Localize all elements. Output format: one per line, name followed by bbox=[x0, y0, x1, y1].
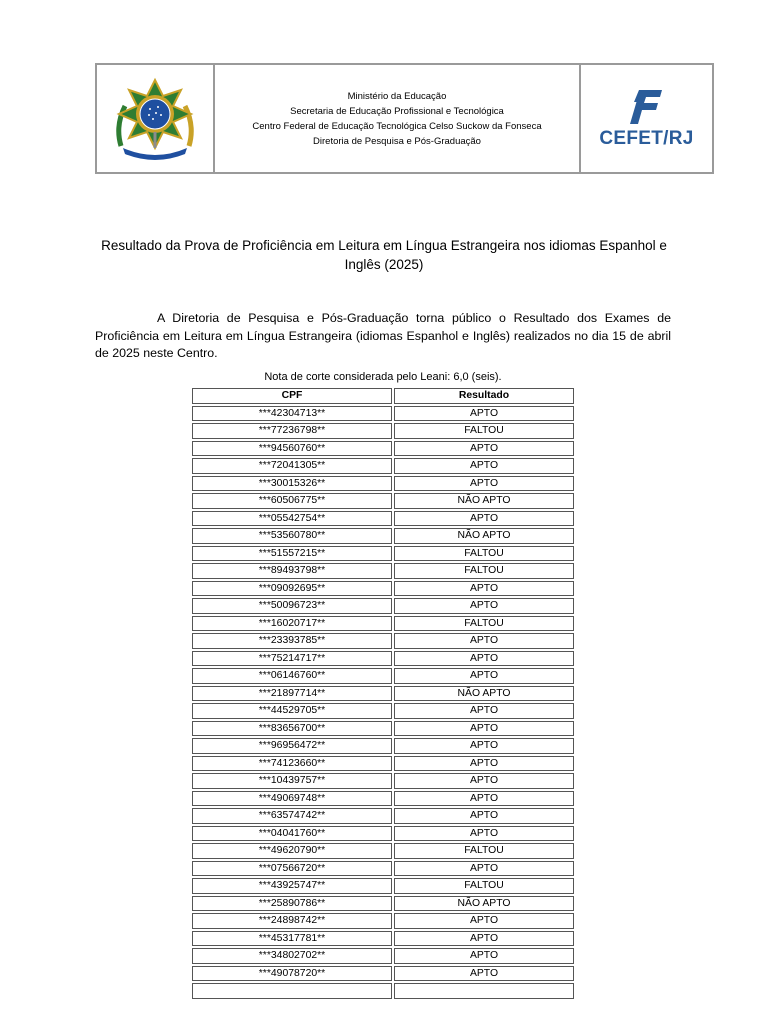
column-header-cpf: CPF bbox=[192, 388, 392, 404]
cpf-cell: ***74123660** bbox=[192, 756, 392, 772]
table-row bbox=[192, 511, 574, 527]
table-row bbox=[192, 616, 574, 632]
result-cell: NÃO APTO bbox=[394, 896, 574, 912]
cpf-cell: ***72041305** bbox=[192, 458, 392, 474]
result-cell: APTO bbox=[394, 913, 574, 929]
result-cell: APTO bbox=[394, 966, 574, 982]
table-row bbox=[192, 668, 574, 684]
table-row bbox=[192, 458, 574, 474]
result-cell: APTO bbox=[394, 598, 574, 614]
table-row bbox=[192, 738, 574, 754]
brazil-coat-of-arms bbox=[97, 65, 215, 172]
cpf-cell: ***25890786** bbox=[192, 896, 392, 912]
result-cell: APTO bbox=[394, 703, 574, 719]
cpf-cell: ***49078720** bbox=[192, 966, 392, 982]
cutoff-note: Nota de corte considerada pelo Leani: 6,0 (seis). bbox=[264, 371, 502, 383]
table-row bbox=[192, 861, 574, 877]
coat-of-arms-icon bbox=[109, 76, 201, 162]
cpf-cell: ***94560760** bbox=[192, 441, 392, 457]
table-row bbox=[192, 651, 574, 667]
table-row bbox=[192, 843, 574, 859]
table-row bbox=[192, 808, 574, 824]
header-line-directorate: Diretoria de Pesquisa e Pós-Graduação bbox=[313, 135, 481, 147]
cpf-cell: ***21897714** bbox=[192, 686, 392, 702]
result-cell: FALTOU bbox=[394, 546, 574, 562]
table-row bbox=[192, 528, 574, 544]
table-row bbox=[192, 406, 574, 422]
intro-paragraph: A Diretoria de Pesquisa e Pós-Graduação torna público o Resultado dos Exames de Proficiência em Leitura em Língua Estrangeira (idiomas Espanhol e Inglês) realizados no dia 15 de abril de 2025 neste Centro. bbox=[95, 311, 671, 360]
result-cell: APTO bbox=[394, 931, 574, 947]
table-row bbox=[192, 493, 574, 509]
table-row bbox=[192, 423, 574, 439]
result-cell: APTO bbox=[394, 651, 574, 667]
cpf-cell: ***43925747** bbox=[192, 878, 392, 894]
result-cell: APTO bbox=[394, 668, 574, 684]
table-row bbox=[192, 931, 574, 947]
table-row bbox=[192, 756, 574, 772]
cpf-cell: ***53560780** bbox=[192, 528, 392, 544]
cpf-cell: ***50096723** bbox=[192, 598, 392, 614]
result-cell: APTO bbox=[394, 441, 574, 457]
cpf-cell: ***49069748** bbox=[192, 791, 392, 807]
table-row bbox=[192, 546, 574, 562]
cpf-cell: ***96956472** bbox=[192, 738, 392, 754]
cpf-cell: ***09092695** bbox=[192, 581, 392, 597]
header-line-ministry: Ministério da Educação bbox=[347, 90, 447, 102]
table-row bbox=[192, 476, 574, 492]
result-cell: NÃO APTO bbox=[394, 686, 574, 702]
cpf-cell: ***77236798** bbox=[192, 423, 392, 439]
cpf-cell: ***16020717** bbox=[192, 616, 392, 632]
cpf-cell: ***63574742** bbox=[192, 808, 392, 824]
table-row bbox=[192, 563, 574, 579]
table-row bbox=[192, 598, 574, 614]
table-row bbox=[192, 913, 574, 929]
result-cell: FALTOU bbox=[394, 878, 574, 894]
cpf-cell: ***10439757** bbox=[192, 773, 392, 789]
table-row bbox=[192, 966, 574, 982]
cpf-cell bbox=[192, 983, 392, 999]
cpf-cell: ***49620790** bbox=[192, 843, 392, 859]
result-cell: APTO bbox=[394, 458, 574, 474]
table-row bbox=[192, 441, 574, 457]
table-row bbox=[192, 721, 574, 737]
cpf-cell: ***24898742** bbox=[192, 913, 392, 929]
result-cell: NÃO APTO bbox=[394, 528, 574, 544]
results-table-wrapper bbox=[190, 386, 576, 1024]
result-cell: APTO bbox=[394, 791, 574, 807]
result-cell: APTO bbox=[394, 406, 574, 422]
cpf-cell: ***42304713** bbox=[192, 406, 392, 422]
cpf-cell: ***44529705** bbox=[192, 703, 392, 719]
table-row bbox=[192, 686, 574, 702]
result-cell bbox=[394, 983, 574, 999]
result-cell: APTO bbox=[394, 738, 574, 754]
cefet-logo-text: CEFET/RJ bbox=[599, 127, 694, 149]
table-row bbox=[192, 773, 574, 789]
results-table-body bbox=[192, 406, 574, 999]
result-cell: NÃO APTO bbox=[394, 493, 574, 509]
result-cell: APTO bbox=[394, 476, 574, 492]
cpf-cell: ***06146760** bbox=[192, 668, 392, 684]
table-row bbox=[192, 791, 574, 807]
table-row bbox=[192, 633, 574, 649]
result-cell: APTO bbox=[394, 581, 574, 597]
table-header-row bbox=[192, 388, 574, 404]
header-line-secretariat: Secretaria de Educação Profissional e Tecnológica bbox=[290, 105, 504, 117]
table-row bbox=[192, 581, 574, 597]
cpf-cell: ***83656700** bbox=[192, 721, 392, 737]
cpf-cell: ***51557215** bbox=[192, 546, 392, 562]
page-title: Resultado da Prova de Proficiência em Leitura em Língua Estrangeira nos idiomas Espanhol e Inglês (2025) bbox=[101, 238, 667, 272]
cpf-cell: ***07566720** bbox=[192, 861, 392, 877]
table-row bbox=[192, 948, 574, 964]
result-cell: APTO bbox=[394, 756, 574, 772]
result-cell: FALTOU bbox=[394, 843, 574, 859]
column-header-result: Resultado bbox=[394, 388, 574, 404]
table-row bbox=[192, 983, 574, 999]
result-cell: APTO bbox=[394, 633, 574, 649]
cefet-logo bbox=[581, 65, 712, 172]
cpf-cell: ***04041760** bbox=[192, 826, 392, 842]
result-cell: FALTOU bbox=[394, 423, 574, 439]
result-cell: APTO bbox=[394, 773, 574, 789]
table-row bbox=[192, 826, 574, 842]
cpf-cell: ***30015326** bbox=[192, 476, 392, 492]
result-cell: APTO bbox=[394, 861, 574, 877]
cpf-cell: ***23393785** bbox=[192, 633, 392, 649]
result-cell: FALTOU bbox=[394, 563, 574, 579]
institution-block bbox=[215, 65, 581, 172]
cpf-cell: ***34802702** bbox=[192, 948, 392, 964]
document-header bbox=[95, 63, 714, 174]
result-cell: APTO bbox=[394, 948, 574, 964]
result-cell: APTO bbox=[394, 721, 574, 737]
table-row bbox=[192, 878, 574, 894]
cpf-cell: ***05542754** bbox=[192, 511, 392, 527]
cpf-cell: ***60506775** bbox=[192, 493, 392, 509]
results-table bbox=[190, 386, 576, 1001]
cpf-cell: ***89493798** bbox=[192, 563, 392, 579]
header-line-center: Centro Federal de Educação Tecnológica Celso Suckow da Fonseca bbox=[252, 120, 542, 132]
cpf-cell: ***75214717** bbox=[192, 651, 392, 667]
result-cell: APTO bbox=[394, 808, 574, 824]
table-row bbox=[192, 703, 574, 719]
result-cell: APTO bbox=[394, 511, 574, 527]
result-cell: FALTOU bbox=[394, 616, 574, 632]
table-row bbox=[192, 896, 574, 912]
cpf-cell: ***45317781** bbox=[192, 931, 392, 947]
result-cell: APTO bbox=[394, 826, 574, 842]
cefet-logo-icon bbox=[630, 88, 664, 126]
